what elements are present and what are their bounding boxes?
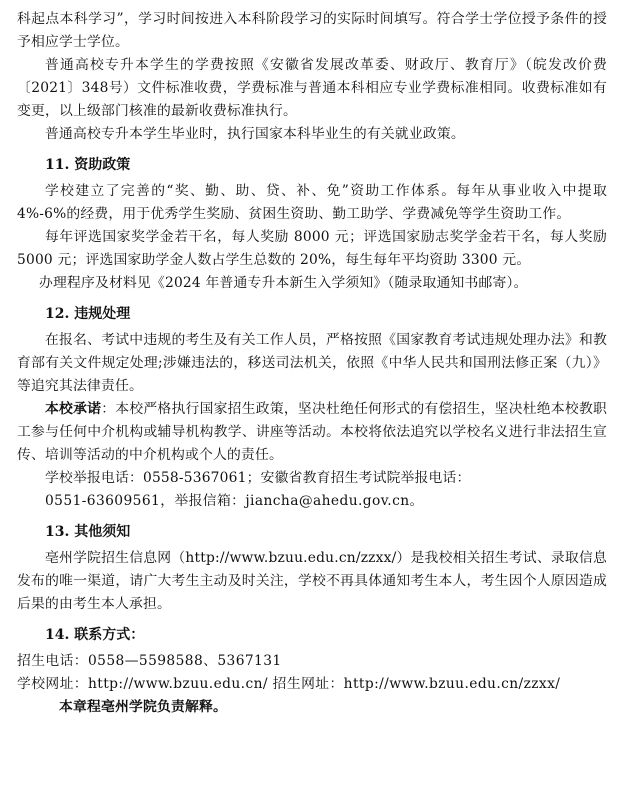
section-12-paragraph-violations: 在报名、考试中违规的考生及有关工作人员，严格按照《国家教育考试违规处理办法》和教育部有关文件规定处理;涉嫌违法的，移送司法机关，依照《中华人民共和国刑法修正案（九）》等追究其法律责任。 [17, 332, 607, 394]
section-11-paragraph-scholarships: 每年评选国家奖学金若干名，每人奖励 8000 元；评选国家励志奖学金若干名，每人奖励 5000 元；评选国家助学金人数占学生总数的 20%，每生每年平均资助 3300 元。 [17, 229, 607, 268]
section-13-heading: 13. 其他须知 [45, 524, 131, 540]
paragraph-employment: 普通高校专升本学生毕业时，执行国家本科毕业生的有关就业政策。 [45, 126, 465, 142]
commitment-body: ：本校严格执行国家招生政策，坚决杜绝任何形式的有偿招生，坚决杜绝本校教职工参与任何中介机构或辅导机构教学、讲座等活动。本校将依法追究以学校名义进行非法招生宣传、培训等活动的中介机构或个人的责任。 [17, 401, 607, 463]
section-11-paragraph-procedure: 办理程序及材料见《2024 年普通专升本新生入学须知》（随录取通知书邮寄）。 [39, 275, 528, 291]
contact-phone-line: 招生电话：0558—5598588、5367131 [17, 653, 282, 669]
report-phone-line: 学校举报电话：0558-5367061；安徽省教育招生考试院举报电话： [45, 470, 471, 486]
section-11-heading: 11. 资助政策 [45, 157, 131, 173]
contact-websites-line: 学校网址：http://www.bzuu.edu.cn/ 招生网址：http://www.bzuu.edu.cn/zzxx/ [17, 676, 561, 692]
report-email-line: 0551-63609561，举报信箱：jiancha@ahedu.gov.cn。 [45, 493, 424, 509]
section-13-paragraph-notice: 亳州学院招生信息网（http://www.bzuu.edu.cn/zzxx/）是我校相关招生考试、录取信息发布的唯一渠道，请广大考生主动及时关注，学校不再具体通知考生本人，考生因个人原因造成后果的由考生本人承担。 [17, 550, 607, 612]
section-12-heading: 12. 违规处理 [45, 306, 131, 322]
paragraph-degree: 科起点本科学习”，学习时间按进入本科阶段学习的实际时间填写。符合学士学位授予条件的授予相应学士学位。 [17, 11, 607, 50]
section-11-paragraph-system: 学校建立了完善的“奖、勤、助、贷、补、免”资助工作体系。每年从事业收入中提取 4%-6%的经费，用于优秀学生奖励、贫困生资助、勤工助学、学费减免等学生资助工作。 [17, 183, 607, 222]
document-page [17, 8, 607, 719]
closing-statement: 本章程亳州学院负责解释。 [59, 699, 227, 715]
section-12-paragraph-commitment [17, 398, 607, 467]
paragraph-tuition: 普通高校专升本学生的学费按照《安徽省发展改革委、财政厅、教育厅》（皖发改价费〔2021〕348号）文件标准收费，学费标准与普通本科相应专业学费标准相同。收费标准如有变更，以上级部门核准的最新收费标准执行。 [17, 57, 607, 119]
section-14-heading: 14. 联系方式： [45, 627, 145, 643]
commitment-lead: 本校承诺 [45, 401, 102, 417]
